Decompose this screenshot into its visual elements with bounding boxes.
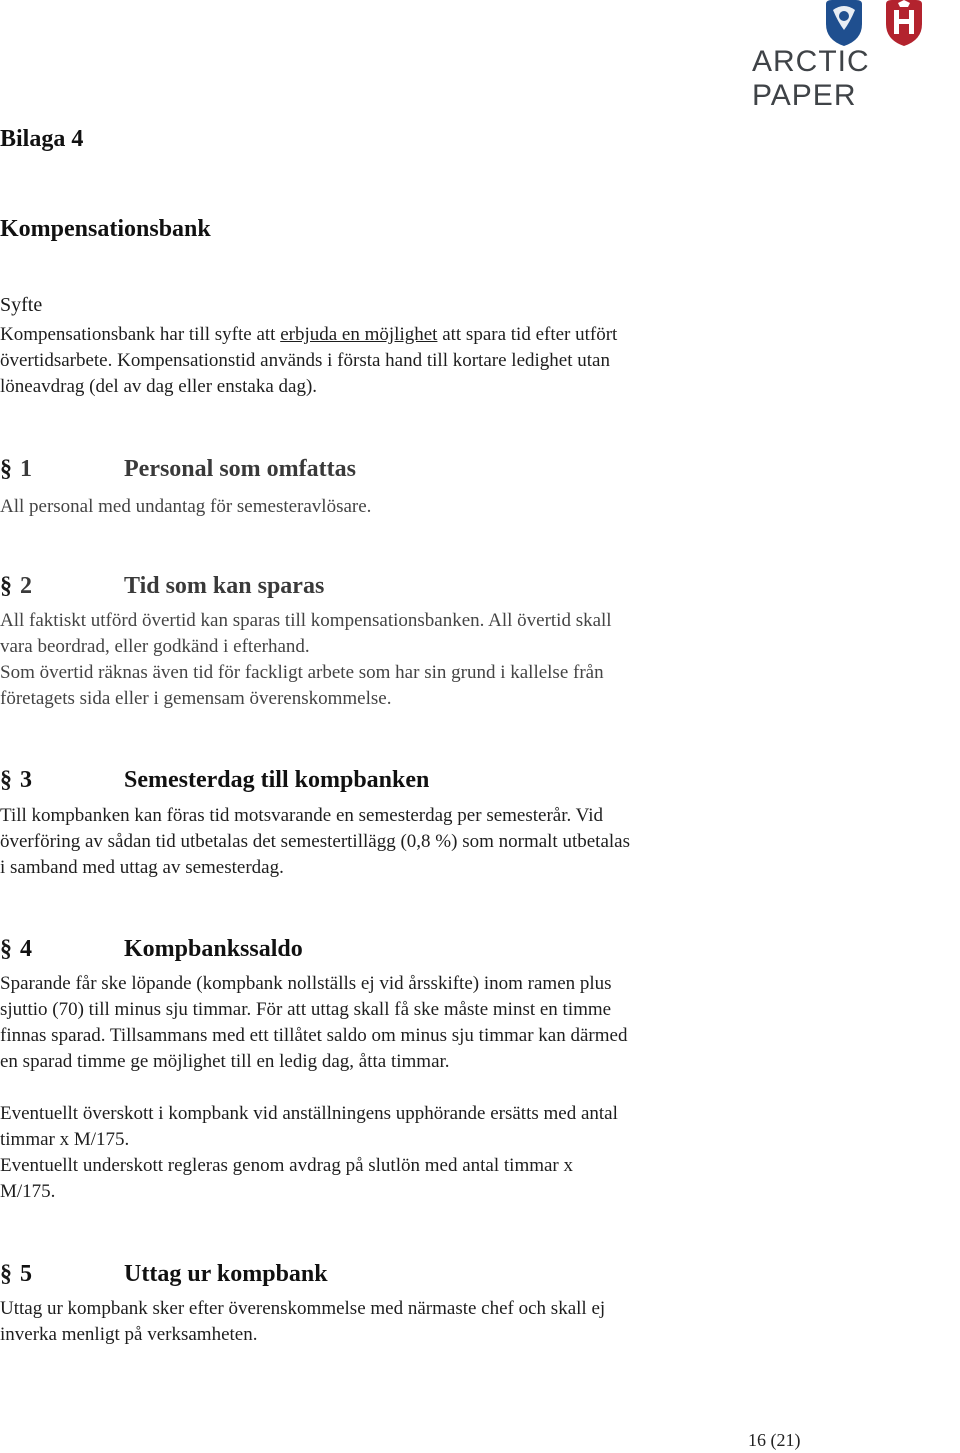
section-number: 4 — [20, 936, 32, 962]
section-4-paragraph-1 — [0, 971, 627, 1075]
section-symbol: § — [0, 1261, 12, 1287]
paragraph-line: överföring av sådan tid utbetalas det semestertillägg (0,8 %) som normalt utbetalas — [0, 831, 630, 852]
section-title: Tid som kan sparas — [124, 573, 325, 599]
section-symbol: § — [0, 767, 12, 793]
section-title: Personal som omfattas — [124, 456, 356, 482]
section-title: Kompbankssaldo — [124, 936, 303, 962]
paragraph-line: All faktiskt utförd övertid kan sparas till kompensationsbanken. All övertid skall — [0, 610, 612, 631]
section-5-paragraph — [0, 1296, 605, 1348]
paragraph-line: i samband med uttag av semesterdag. — [0, 857, 284, 878]
purpose-underlined-phrase: erbjuda en möjlighet — [280, 324, 438, 345]
paragraph-line: inverka menligt på verksamheten. — [0, 1324, 258, 1345]
section-number: 2 — [20, 573, 32, 599]
purpose-heading: Syfte — [0, 294, 43, 316]
paragraph-line: Uttag ur kompbank sker efter överenskommelse med närmaste chef och skall ej — [0, 1298, 606, 1319]
paragraph-line: vara beordrad, eller godkänd i efterhand. — [0, 636, 310, 657]
logo-text: ARCTIC PAPER — [752, 45, 870, 112]
paragraph-line: Eventuellt underskott regleras genom avdrag på slutlön med antal timmar x — [0, 1155, 574, 1176]
purpose-line-1: Kompensationsbank har till syfte att erbjuda en möjlighet att spara tid efter utfört — [0, 324, 618, 345]
paragraph-line: Som övertid räknas även tid för fackligt arbete som har sin grund i kallelse från — [0, 662, 604, 683]
purpose-line-3: löneavdrag (del av dag eller enstaka dag). — [0, 376, 318, 397]
section-4-paragraph-2 — [0, 1101, 618, 1205]
section-title: Semesterdag till kompbanken — [124, 767, 430, 793]
section-1-paragraph — [0, 494, 371, 520]
paragraph-line: timmar x M/175. — [0, 1129, 130, 1150]
purpose-line-2: övertidsarbete. Kompensationstid används i första hand till kortare ledighet utan — [0, 350, 610, 371]
page-number: 16 (21) — [748, 1430, 801, 1450]
section-number: 3 — [20, 767, 32, 793]
section-symbol: § — [0, 456, 12, 482]
paragraph-line: företagets sida eller i gemensam överenskommelse. — [0, 688, 392, 709]
paragraph-line: sjuttio (70) till minus sju timmar. För att uttag skall få ske måste minst en timme — [0, 999, 612, 1020]
section-title: Uttag ur kompbank — [124, 1261, 328, 1287]
paragraph-line: Eventuellt överskott i kompbank vid anställningens upphörande ersätts med antal — [0, 1103, 618, 1124]
section-symbol: § — [0, 573, 12, 599]
paragraph-line: Sparande får ske löpande (kompbank nollställs ej vid årsskifte) inom ramen plus — [0, 973, 612, 994]
logo-emblem-icon — [820, 0, 936, 46]
section-number: 5 — [20, 1261, 32, 1287]
appendix-label: Bilaga 4 — [0, 126, 84, 152]
document-title: Kompensationsbank — [0, 216, 211, 242]
paragraph-line: finnas sparad. Tillsammans med ett tillåtet saldo om minus sju timmar kan därmed — [0, 1025, 628, 1046]
section-symbol: § — [0, 936, 12, 962]
paragraph-line: M/175. — [0, 1181, 56, 1202]
section-3-paragraph — [0, 803, 630, 881]
paragraph-line: en sparad timme ge möjlighet till en ledig dag, åtta timmar. — [0, 1051, 450, 1072]
section-2-paragraph — [0, 608, 612, 712]
purpose-paragraph — [0, 322, 617, 400]
paragraph-line: Till kompbanken kan föras tid motsvarande en semesterdag per semesterår. Vid — [0, 805, 604, 826]
paragraph-line: All personal med undantag för semesteravlösare. — [0, 496, 372, 517]
section-number: 1 — [20, 456, 32, 482]
arctic-paper-logo — [740, 0, 960, 112]
